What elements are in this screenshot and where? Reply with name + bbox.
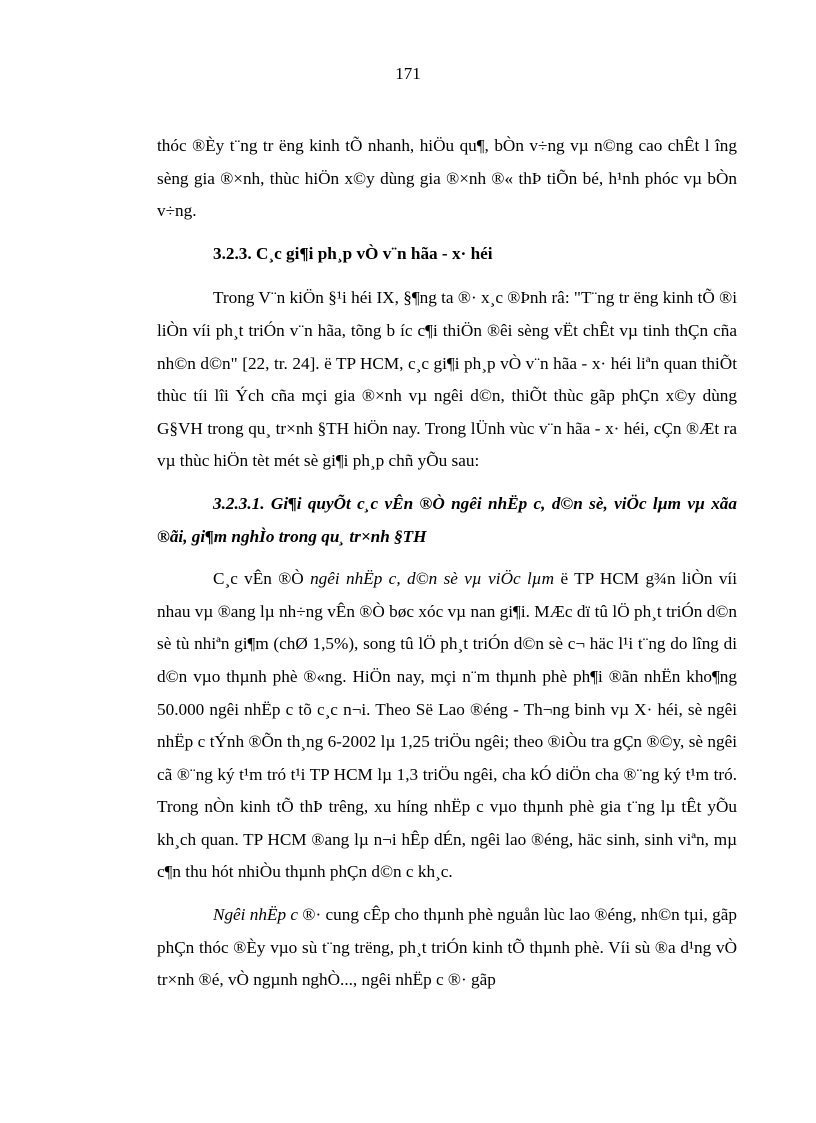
paragraph-3: [157, 563, 737, 889]
paragraph-4-italic: Ngêi nhËp c: [213, 905, 299, 925]
paragraph-4: [157, 899, 737, 997]
paragraph-3-lead: C¸c vÊn ®Ò: [213, 569, 311, 589]
subsection-heading: 3.2.3.1. Gi¶i quyÕt c¸c vÊn ®Ò ngêi nhËp c, d©n sè, viÖc lµm vµ xãa ®ãi, gi¶m nghÌo trong qu¸ tr×nh §TH: [157, 493, 737, 546]
document-body: [157, 130, 737, 997]
paragraph-3-rest: ë TP HCM g¾n liÒn víi nhau vµ ®ang lµ nh÷ng vÊn ®Ò bøc xóc vµ nan gi¶i. MÆc dï tû lÖ ph¸t triÓn d©n sè tù nhiªn gi¶m (chØ 1,5%), song tû lÖ ph¸t triÓn d©n sè c¬ häc l¹i t¨ng do lîng di d©n vµo thµnh phè ®«ng. HiÖn nay, mçi n¨m thµnh phè ph¶i ®ãn nhËn kho¶ng 50.000 ngêi nhËp c tõ c¸c n¬i. Theo Së Lao ®éng - Th¬ng binh vµ X· héi, sè ngêi nhËp c tÝnh ®Õn th¸ng 6-2002 lµ 1,25 triÖu ngêi; theo ®iÒu tra gÇn ®©y, sè ngêi cã ®¨ng ký t¹m tró t¹i TP HCM lµ 1,3 triÖu ngêi, cha kÓ diÖn cha ®¨ng ký t¹m tró. Trong nÒn kinh tÕ thÞ trêng, xu híng nhËp c vµo thµnh phè gia t¨ng lµ tÊt yÕu kh¸ch quan. TP HCM ®ang lµ n¬i hÊp dÉn, ngêi lao ®éng, häc sinh, sinh viªn, mµ c¶n thu hót nhiÒu thµnh phÇn d©n c kh¸c.: [157, 569, 737, 882]
paragraph-1: thóc ®Èy t¨ng tr ëng kinh tÕ nhanh, hiÖu qu¶, bÒn v÷ng vµ n©ng cao chÊt l îng sèng gia ®×nh, thùc hiÖn x©y dùng gia ®×nh ®« thÞ tiÕn bé, h¹nh phóc vµ bÒn v÷ng.: [157, 136, 737, 221]
paragraph-4-rest: ®· cung cÊp cho thµnh phè nguån lùc lao ®éng, nh©n tµi, gãp phÇn thóc ®Èy vµo sù t¨ng trëng, ph¸t triÓn kinh tÕ thµnh phè. Víi sù ®a d¹ng vÒ tr×nh ®é, vÒ ngµnh nghÒ..., ngêi nhËp c ®· gãp: [157, 905, 737, 990]
page-number: 171: [395, 64, 421, 83]
paragraph-3-italic: ngêi nhËp c, d©n sè vµ viÖc lµm: [310, 569, 555, 589]
paragraph-2: Trong V¨n kiÖn §¹i héi IX, §¶ng ta ®· x¸c ®Þnh râ: "T¨ng tr ëng kinh tÕ ®i liÒn víi ph¸t triÓn v¨n hãa, tõng b íc c¶i thiÖn ®êi sèng vËt chÊt vµ tinh thÇn cña nh©n d©n" [22, tr. 24]. ë TP HCM, c¸c gi¶i ph¸p vÒ v¨n hãa - x· héi liªn quan thiÕt thùc tíi lîi Ých cña mçi gia ®×nh vµ ngêi d©n, thiÕt thùc gãp phÇn x©y dùng G§VH trong qu¸ tr×nh §TH hiÖn nay. Trong lÜnh vùc v¨n hãa - x· héi, cÇn ®Æt ra vµ thùc hiÖn tèt mét sè gi¶i ph¸p chñ yÕu sau:: [157, 288, 737, 471]
section-heading: 3.2.3. C¸c gi¶i ph¸p vÒ v¨n hãa - x· héi: [213, 243, 493, 263]
